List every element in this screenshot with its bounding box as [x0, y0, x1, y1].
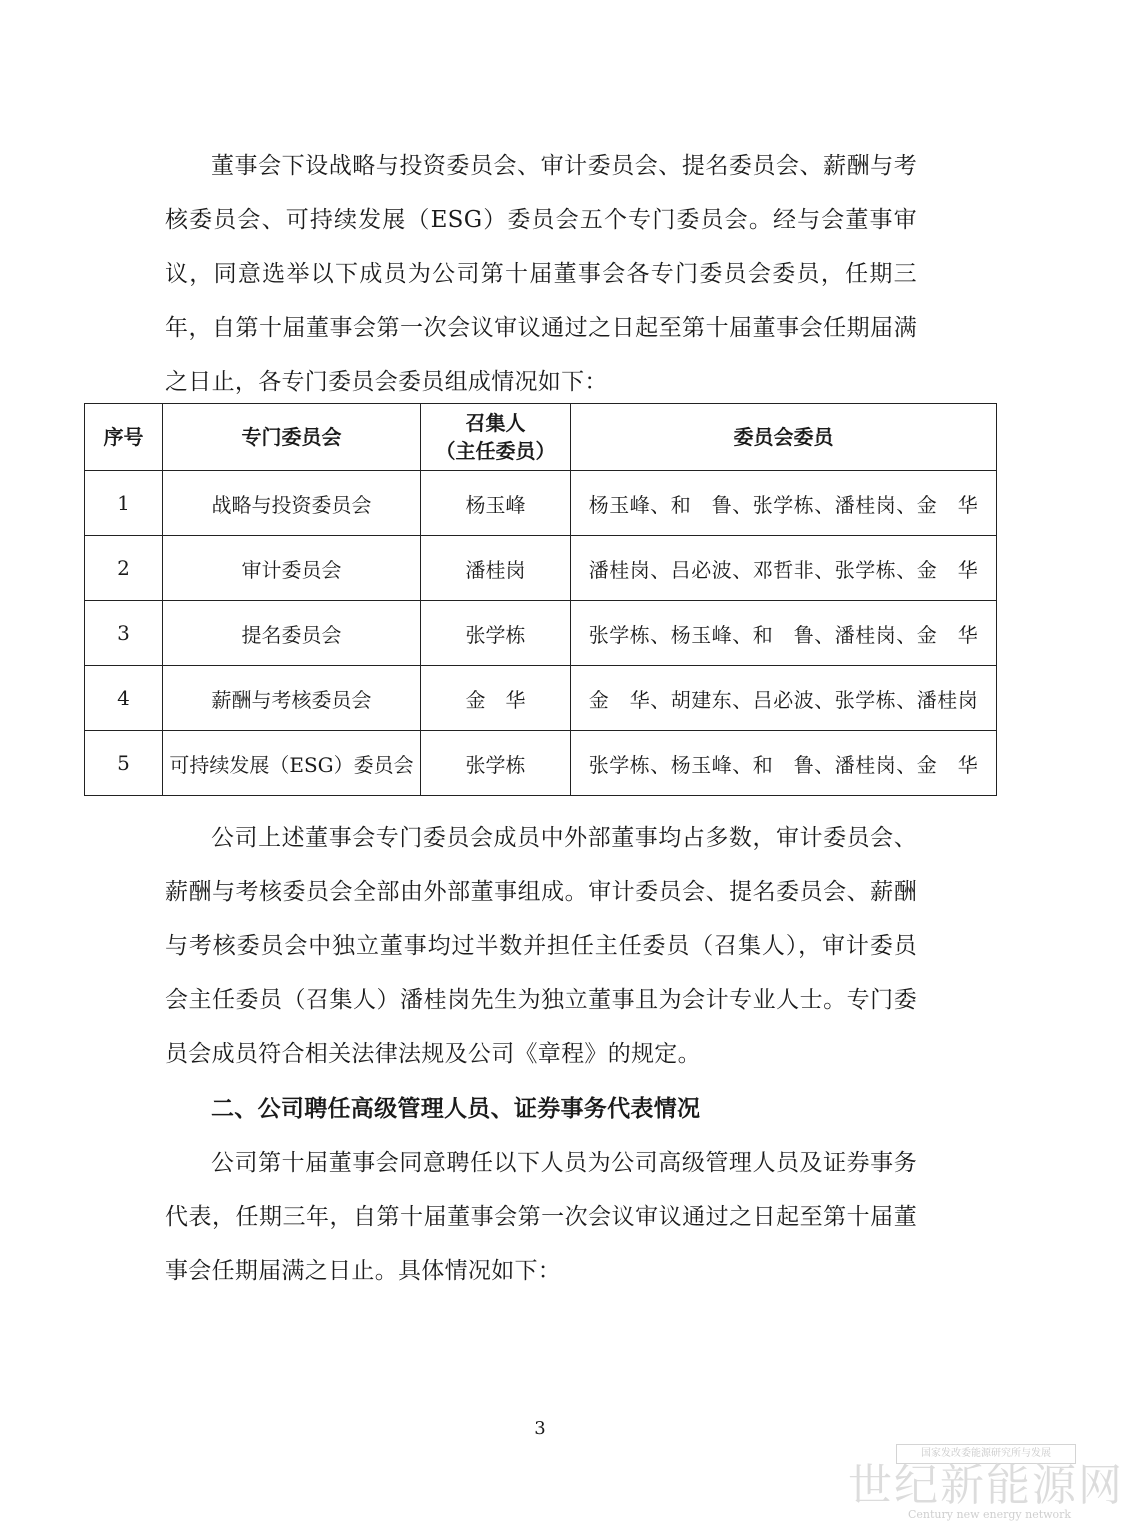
cell-committee: 战略与投资委员会 [163, 471, 421, 536]
cell-members: 张学栋、杨玉峰、和 鲁、潘桂岗、金 华 [571, 601, 997, 666]
body-paragraph-appointments: 公司第十届董事会同意聘任以下人员为公司高级管理人员及证券事务代表，任期三年，自第十届董事会第一次会议审议通过之日起至第十届董事会任期届满之日止。具体情况如下： [165, 1150, 917, 1284]
header-members: 委员会委员 [571, 404, 997, 471]
cell-no: 3 [85, 601, 163, 666]
cell-convener: 潘桂岗 [421, 536, 571, 601]
cell-no: 5 [85, 731, 163, 796]
committee-table [84, 403, 997, 796]
table-row [85, 601, 997, 666]
table-row [85, 731, 997, 796]
cell-members: 金 华、胡建东、吕必波、张学栋、潘桂岗 [571, 666, 997, 731]
cell-convener: 张学栋 [421, 731, 571, 796]
cell-committee: 可持续发展（ESG）委员会 [163, 731, 421, 796]
cell-committee: 审计委员会 [163, 536, 421, 601]
header-convener-line1: 召集人 [465, 411, 526, 435]
body-paragraph-composition: 公司上述董事会专门委员会成员中外部董事均占多数，审计委员会、薪酬与考核委员会全部由外部董事组成。审计委员会、提名委员会、薪酬与考核委员会中独立董事均过半数并担任主任委员（召集人），审计委员会主任委员（召集人）潘桂岗先生为独立董事且为会计专业人士。专门委员会成员符合相关法律法规及公司《章程》的规定。 [165, 825, 917, 1067]
section-heading: 二、公司聘任高级管理人员、证券事务代表情况 [211, 1096, 701, 1122]
header-convener [421, 404, 571, 471]
table-row [85, 471, 997, 536]
cell-members: 杨玉峰、和 鲁、张学栋、潘桂岗、金 华 [571, 471, 997, 536]
cell-members: 张学栋、杨玉峰、和 鲁、潘桂岗、金 华 [571, 731, 997, 796]
body-paragraph-committees: 董事会下设战略与投资委员会、审计委员会、提名委员会、薪酬与考核委员会、可持续发展（ESG）委员会五个专门委员会。经与会董事审议，同意选举以下成员为公司第十届董事会各专门委员会委员，任期三年，自第十届董事会第一次会议审议通过之日起至第十届董事会任期届满之日止，各专门委员会委员组成情况如下： [165, 153, 917, 395]
cell-members: 潘桂岗、吕必波、邓哲非、张学栋、金 华 [571, 536, 997, 601]
header-no: 序号 [85, 404, 163, 471]
watermark-banner: 国家发改委能源研究所与发展 [896, 1444, 1076, 1464]
cell-convener: 杨玉峰 [421, 471, 571, 536]
watermark-title: 世纪新能源网 [848, 1460, 1124, 1511]
cell-no: 2 [85, 536, 163, 601]
cell-committee: 提名委员会 [163, 601, 421, 666]
cell-convener: 张学栋 [421, 601, 571, 666]
page-number: 3 [534, 1418, 546, 1439]
watermark-logo [848, 1444, 1124, 1524]
cell-no: 1 [85, 471, 163, 536]
header-convener-line2: （主任委员） [435, 439, 556, 463]
cell-committee: 薪酬与考核委员会 [163, 666, 421, 731]
cell-no: 4 [85, 666, 163, 731]
watermark-subtitle: Century new energy network [908, 1508, 1072, 1521]
table-row [85, 536, 997, 601]
table-header-row [85, 404, 997, 471]
cell-convener: 金 华 [421, 666, 571, 731]
table-row [85, 666, 997, 731]
header-committee: 专门委员会 [163, 404, 421, 471]
